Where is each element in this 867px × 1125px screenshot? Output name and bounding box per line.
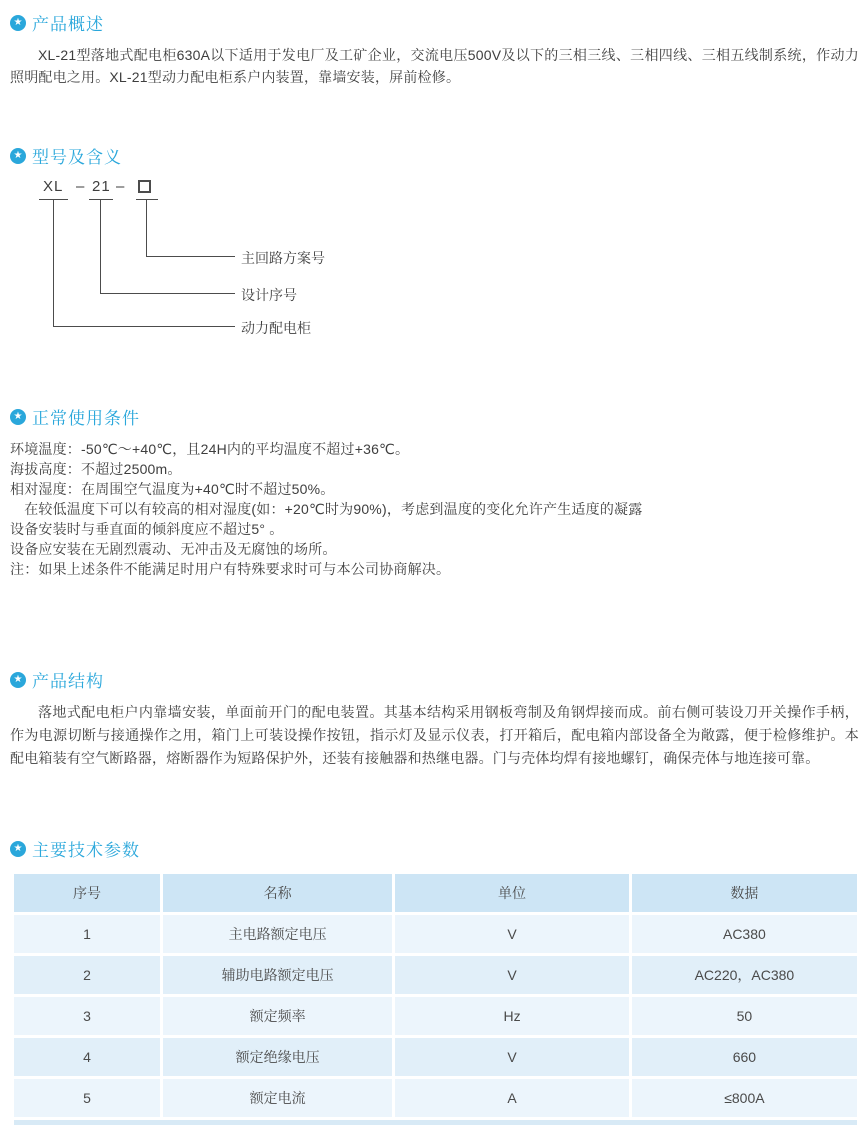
table-row (14, 1079, 857, 1117)
diagram-label-cabinet: 动力配电柜 (241, 320, 311, 336)
section-title: 产品结构 (32, 672, 104, 691)
section-model-heading (10, 143, 859, 168)
table-cell: 额定绝缘电压 (163, 1038, 392, 1076)
diagram-connector-line (53, 326, 235, 327)
table-cell: AC380 (632, 915, 857, 953)
model-code-design: 21 (92, 178, 111, 195)
star-icon: ★ (10, 409, 26, 425)
table-cell: 额定频率 (163, 997, 392, 1035)
table-cell: V (395, 1038, 629, 1076)
diagram-underline (89, 199, 113, 200)
diagram-connector-line (146, 256, 235, 257)
condition-line: 相对湿度：在周围空气温度为+40℃时不超过50%。 (10, 481, 335, 497)
diagram-connector-line (100, 293, 235, 294)
table-cell: 3 (14, 997, 160, 1035)
model-code-series: XL (43, 178, 64, 195)
condition-line: 在较低温度下可以有较高的相对湿度(如：+20℃时为90%)，考虑到温度的变化允许产生适度的凝露 (10, 501, 643, 517)
table-row (14, 1038, 857, 1076)
table-row (14, 956, 857, 994)
model-code-dash: – (76, 178, 85, 195)
model-code-placeholder-box (138, 180, 151, 193)
model-code-dash: – (116, 178, 125, 195)
next-row-partial (14, 1120, 857, 1125)
table-header-cell: 序号 (14, 874, 160, 912)
parameters-table-body (14, 915, 857, 1117)
table-cell: 5 (14, 1079, 160, 1117)
overview-paragraph: XL-21型落地式配电柜630A以下适用于发电厂及工矿企业，交流电压500V及以下的三相三线、三相四线、三相五线制系统，作动力照明配电之用。XL-21型动力配电柜系户内装置，靠墙安装，屏前检修。 (10, 47, 859, 85)
table-cell: 额定电流 (163, 1079, 392, 1117)
section-title: 主要技术参数 (32, 841, 140, 860)
diagram-connector-line (100, 199, 101, 294)
section-title: 型号及含义 (32, 148, 122, 167)
section-parameters-heading (10, 836, 859, 861)
star-icon: ★ (10, 15, 26, 31)
table-header-row (14, 874, 857, 912)
table-row (14, 997, 857, 1035)
table-cell: Hz (395, 997, 629, 1035)
model-code-diagram (10, 176, 859, 346)
table-cell: 1 (14, 915, 160, 953)
table-cell: 50 (632, 997, 857, 1035)
table-cell: 660 (632, 1038, 857, 1076)
section-title: 产品概述 (32, 15, 104, 34)
star-icon: ★ (10, 148, 26, 164)
diagram-connector-line (53, 199, 54, 327)
table-cell: AC220，AC380 (632, 956, 857, 994)
section-title: 正常使用条件 (32, 409, 140, 428)
table-header-cell: 单位 (395, 874, 629, 912)
parameters-table (11, 871, 860, 1120)
table-cell: V (395, 915, 629, 953)
table-header-cell: 数据 (632, 874, 857, 912)
table-row (14, 915, 857, 953)
diagram-underline (136, 199, 158, 200)
diagram-label-main-circuit: 主回路方案号 (241, 250, 325, 266)
parameters-table-head (14, 874, 857, 912)
section-structure-heading (10, 667, 859, 692)
table-cell: ≤800A (632, 1079, 857, 1117)
star-icon: ★ (10, 672, 26, 688)
condition-line: 设备安装时与垂直面的倾斜度应不超过5° 。 (10, 521, 284, 537)
star-icon: ★ (10, 841, 26, 857)
table-cell: V (395, 956, 629, 994)
condition-line: 海拔高度：不超过2500m。 (10, 461, 182, 477)
structure-paragraph: 落地式配电柜户内靠墙安装，单面前开门的配电装置。其基本结构采用钢板弯制及角钢焊接而成。前右侧可装设刀开关操作手柄，作为电源切断与接通操作之用，箱门上可装设操作按钮，指示灯及显示仪表，打开箱后，配电箱内部设备全为敞露，便于检修维护。本配电箱装有空气断路器，熔断器作为短路保护外，还装有接触器和热继电器。门与壳体均焊有接地螺钉，确保壳体与地连接可靠。 (10, 704, 859, 766)
table-header-cell: 名称 (163, 874, 392, 912)
condition-line: 环境温度：-50℃～+40℃，且24H内的平均温度不超过+36℃。 (10, 441, 410, 457)
diagram-label-design-serial: 设计序号 (241, 287, 297, 303)
table-cell: 4 (14, 1038, 160, 1076)
table-cell: A (395, 1079, 629, 1117)
section-conditions-heading (10, 404, 859, 429)
condition-line: 注：如果上述条件不能满足时用户有特殊要求时可与本公司协商解决。 (10, 561, 451, 577)
table-cell: 主电路额定电压 (163, 915, 392, 953)
section-overview-heading (10, 10, 859, 35)
diagram-connector-line (146, 199, 147, 257)
table-cell: 2 (14, 956, 160, 994)
condition-line: 设备应安装在无剧烈震动、无冲击及无腐蚀的场所。 (10, 541, 337, 557)
table-cell: 辅助电路额定电压 (163, 956, 392, 994)
conditions-lines (10, 439, 859, 579)
